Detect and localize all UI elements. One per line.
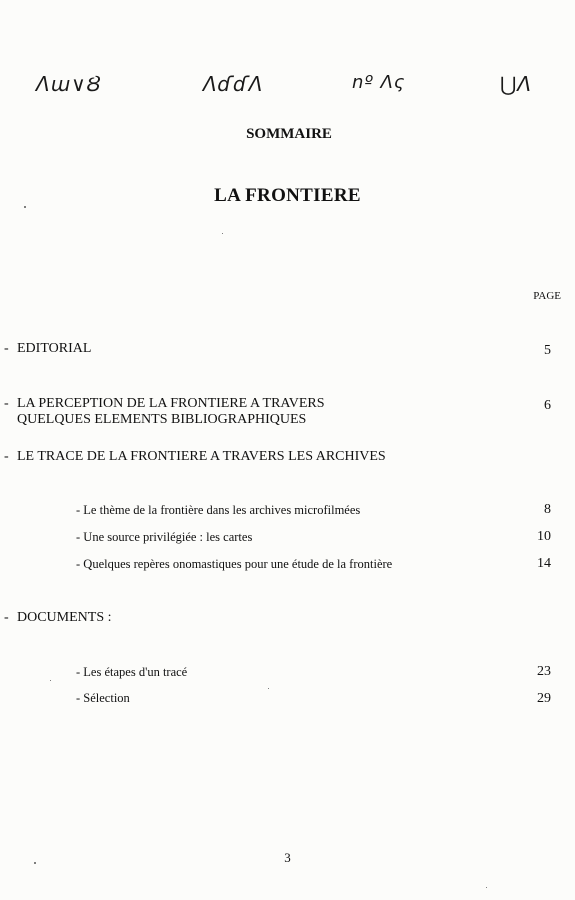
page-column-label: PAGE xyxy=(533,290,561,302)
sommaire-heading: SOMMAIRE xyxy=(246,126,332,142)
handwritten-mark-4: ⋃Λ xyxy=(500,72,533,96)
handwritten-mark-1: Λɯ∨Ȣ xyxy=(36,72,102,96)
toc-page-number: 8 xyxy=(544,502,551,517)
toc-entry-label-line2: QUELQUES ELEMENTS BIBLIOGRAPHIQUES xyxy=(17,412,307,427)
toc-subentry: - Les étapes d'un tracé xyxy=(76,665,188,679)
scan-speck xyxy=(222,233,223,234)
toc-page-number: 6 xyxy=(544,398,551,413)
toc-subentry: - Une source privilégiée : les cartes xyxy=(76,530,253,544)
page-title: LA FRONTIERE xyxy=(214,185,361,206)
toc-entry-perception: - LA PERCEPTION DE LA FRONTIERE A TRAVERS QUELQUES ELEMENTS BIBLIOGRAPHIQUES xyxy=(4,396,325,427)
scan-speck xyxy=(268,688,269,689)
scan-speck xyxy=(486,887,487,888)
toc-entry-editorial: - EDITORIAL xyxy=(4,341,92,356)
toc-entry-label-line1: LA PERCEPTION DE LA FRONTIERE A TRAVERS xyxy=(17,396,325,411)
toc-page-number: 29 xyxy=(537,691,551,706)
scan-speck xyxy=(50,680,51,681)
footer-page-number: 3 xyxy=(284,850,291,865)
toc-subentry: - Sélection xyxy=(76,691,130,705)
toc-subentry: - Quelques repères onomastiques pour une étude de la frontière xyxy=(76,557,393,571)
toc-page-number: 10 xyxy=(537,529,551,544)
scan-speck xyxy=(34,862,36,864)
toc-entry-label: DOCUMENTS : xyxy=(17,610,112,625)
scan-speck xyxy=(24,206,26,208)
handwritten-mark-3: nº Λς xyxy=(352,72,406,93)
toc-page-number: 5 xyxy=(544,343,551,358)
toc-entry-trace: - LE TRACE DE LA FRONTIERE A TRAVERS LES ARCHIVES xyxy=(4,449,386,464)
toc-entry-label: LE TRACE DE LA FRONTIERE A TRAVERS LES ARCHIVES xyxy=(17,449,386,464)
handwritten-mark-2: ΛɗɗΛ xyxy=(203,72,264,96)
toc-subentry: - Le thème de la frontière dans les archives microfilmées xyxy=(76,503,361,517)
toc-page-number: 14 xyxy=(537,556,551,571)
toc-entry-documents: - DOCUMENTS : xyxy=(4,610,112,625)
toc-page-number: 23 xyxy=(537,664,551,679)
toc-entry-label: EDITORIAL xyxy=(17,341,92,356)
